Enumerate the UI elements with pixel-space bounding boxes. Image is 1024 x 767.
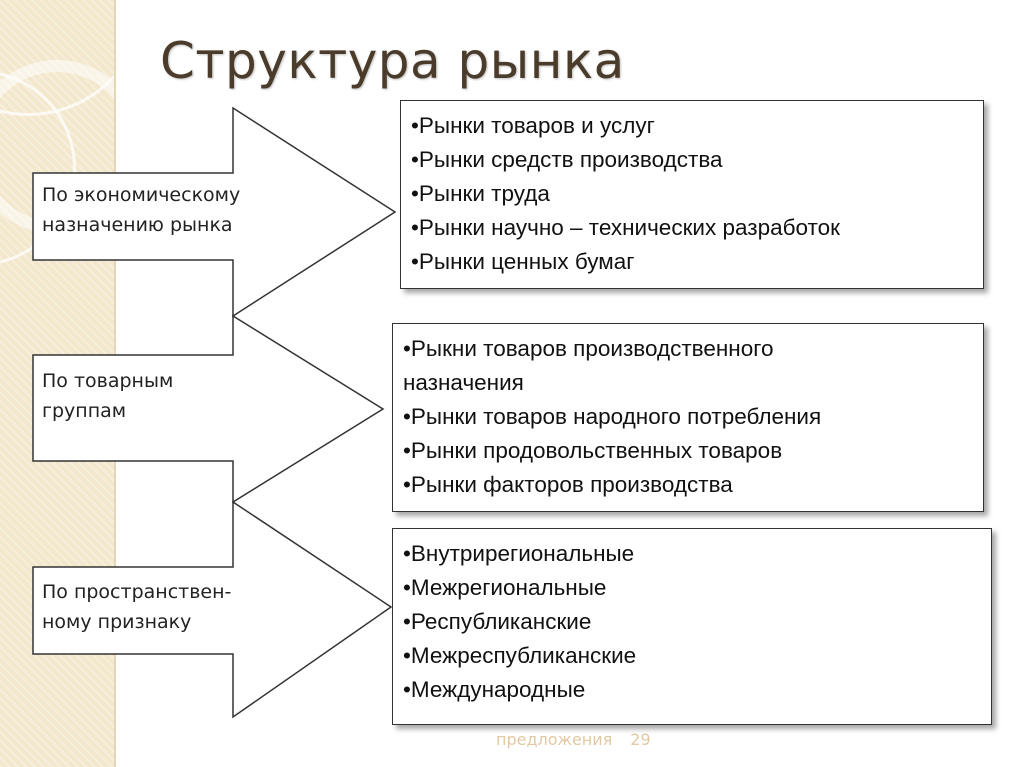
list-item: • Рынки продовольственных товаров — [403, 434, 973, 468]
item-list — [403, 332, 973, 502]
slide-footer — [496, 730, 651, 749]
category-label-spatial: По пространствен- ному признаку — [42, 581, 232, 633]
list-item: • Республиканские — [403, 605, 981, 639]
item-list — [411, 109, 973, 279]
list-item: • Внутрирегиональные — [403, 537, 981, 571]
list-item: • Рынки товаров и услуг — [411, 109, 973, 143]
list-item: • Межреспубликанские — [403, 639, 981, 673]
footer-text: предложения — [496, 730, 613, 749]
list-item: • Международные — [403, 673, 981, 707]
list-item: • Рынки научно – технических разработок — [411, 211, 973, 245]
slide-title: Структура рынка — [160, 32, 625, 90]
list-box-goods — [392, 323, 984, 512]
list-box-economic — [400, 100, 984, 289]
category-label-economic: По экономическому назначению рынка — [42, 184, 241, 236]
list-item: • Межрегиональные — [403, 571, 981, 605]
list-box-spatial — [392, 528, 992, 725]
list-item: • Рыкни товаров производственного назначения — [403, 332, 883, 400]
list-item: • Рынки средств производства — [411, 143, 973, 177]
category-label-goods: По товарным группам — [42, 370, 174, 422]
item-list — [403, 537, 981, 707]
page-number: 29 — [630, 730, 651, 749]
list-item: • Рынки труда — [411, 177, 973, 211]
list-item: • Рынки товаров народного потребления — [403, 400, 973, 434]
list-item: • Рынки ценных бумаг — [411, 245, 973, 279]
list-item: • Рынки факторов производства — [403, 468, 973, 502]
